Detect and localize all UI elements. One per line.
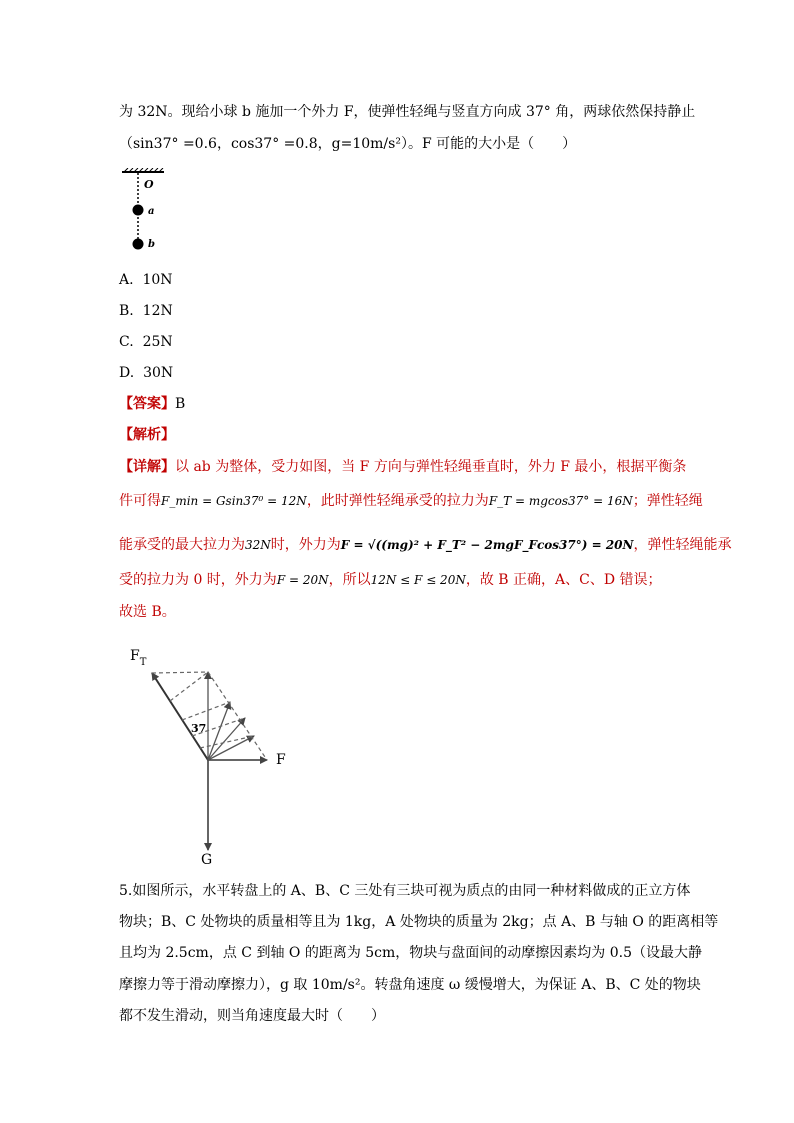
detail-line-3 [119, 535, 732, 555]
formula-fmin: F_min = Gsin37⁰ = 12N [161, 494, 307, 508]
answer-value: B [175, 396, 186, 412]
pendulum-figure [118, 168, 168, 254]
question5-line-4: 摩擦力等于滑动摩擦力），g 取 10m/s²。转盘角速度 ω 缓慢增大，为保证 A、B、C 处的物块 [119, 977, 701, 993]
formula-32n: 32N [245, 538, 271, 552]
option-a-text: 10N [142, 272, 173, 288]
option-a-letter: A. [119, 272, 134, 288]
option-b-letter: B. [119, 303, 134, 319]
detail-line-4 [119, 570, 662, 590]
detail-text-3b: 时，外力为 [270, 537, 341, 553]
formula-range: 12N ≤ F ≤ 20N [370, 573, 466, 587]
detail-line-1 [119, 457, 686, 477]
option-a [119, 270, 173, 290]
option-b-text: 12N [142, 303, 173, 319]
force-diagram [120, 640, 300, 870]
option-c [119, 332, 173, 352]
detail-text-4a: 受的拉力为 0 时，外力为 [119, 572, 277, 588]
question-stem-line-1: 为 32N。现给小球 b 施加一个外力 F，使弹性轻绳与竖直方向成 37° 角，两球依然保持静止 [119, 104, 696, 120]
formula-ft: F_T = mgcos37° = 16N [488, 494, 633, 508]
angle-label: 37 [191, 722, 207, 735]
construction-lines [152, 672, 267, 760]
label-g: G [201, 852, 213, 868]
detail-tag: 【详解】 [119, 459, 175, 475]
formula-f-max: F = √((mg)² + F_T² − 2mgF_Fcos37°) = 20N [340, 538, 634, 552]
label-b: b [148, 239, 155, 250]
question5-line-2: 物块；B、C 处物块的质量相等且为 1kg，A 处物块的质量为 2kg；点 A、B 与轴 O 的距离相等 [119, 914, 719, 930]
candidate-force-vector [208, 702, 230, 760]
option-b [119, 301, 173, 321]
option-d-letter: D. [119, 365, 135, 381]
detail-line-5: 故选 B。 [119, 604, 176, 620]
detail-text-4c: ，故 B 正确，A、C、D 错误； [465, 572, 662, 588]
label-ft [130, 648, 147, 668]
ball-b [133, 239, 144, 250]
question5-line-1: 5.如图所示，水平转盘上的 A、B、C 三处有三块可视为质点的由同一种材料做成的正立方体 [119, 883, 691, 899]
detail-text-3a: 能承受的最大拉力为 [119, 537, 245, 553]
label-o: O [144, 178, 154, 191]
label-ft-sub: T [139, 657, 147, 668]
tension-vector [152, 673, 208, 760]
option-d-text: 30N [143, 365, 174, 381]
detail-line-2 [119, 491, 703, 511]
question5-line-5: 都不发生滑动，则当角速度最大时（ ） [119, 1008, 385, 1024]
answer-label: 【答案】 [119, 396, 175, 412]
detail-text-4b: ，所以 [328, 572, 371, 588]
question5-line-3: 且均为 2.5cm，点 C 到轴 O 的距离为 5cm，物块与盘面间的动摩擦因素均为 0.5（设最大静 [119, 945, 703, 961]
label-f: F [276, 752, 286, 768]
option-c-text: 25N [142, 334, 173, 350]
detail-text-3c: ，弹性轻绳能承 [633, 537, 732, 553]
option-d [119, 363, 173, 383]
question-stem-line-2: （sin37° =0.6，cos37° =0.8，g=10m/s²）。F 可能的大小是（ ） [119, 136, 577, 152]
answer-line [119, 394, 185, 414]
detail-text-1: 以 ab 为整体，受力如图，当 F 方向与弹性轻绳垂直时，外力 F 最小，根据平衡条 [175, 459, 687, 475]
option-c-letter: C. [119, 334, 134, 350]
label-a: a [148, 206, 155, 217]
detail-text-2b: ，此时弹性轻绳承受的拉力为 [306, 493, 489, 509]
ball-a [133, 205, 144, 216]
detail-text-2a: 件可得 [119, 493, 161, 509]
formula-f20: F = 20N [276, 573, 329, 587]
candidate-force-vector [208, 736, 254, 760]
label-ft-main: F [130, 648, 140, 664]
detail-text-2c: ；弹性轻绳 [632, 493, 703, 509]
analysis-label: 【解析】 [119, 427, 175, 443]
